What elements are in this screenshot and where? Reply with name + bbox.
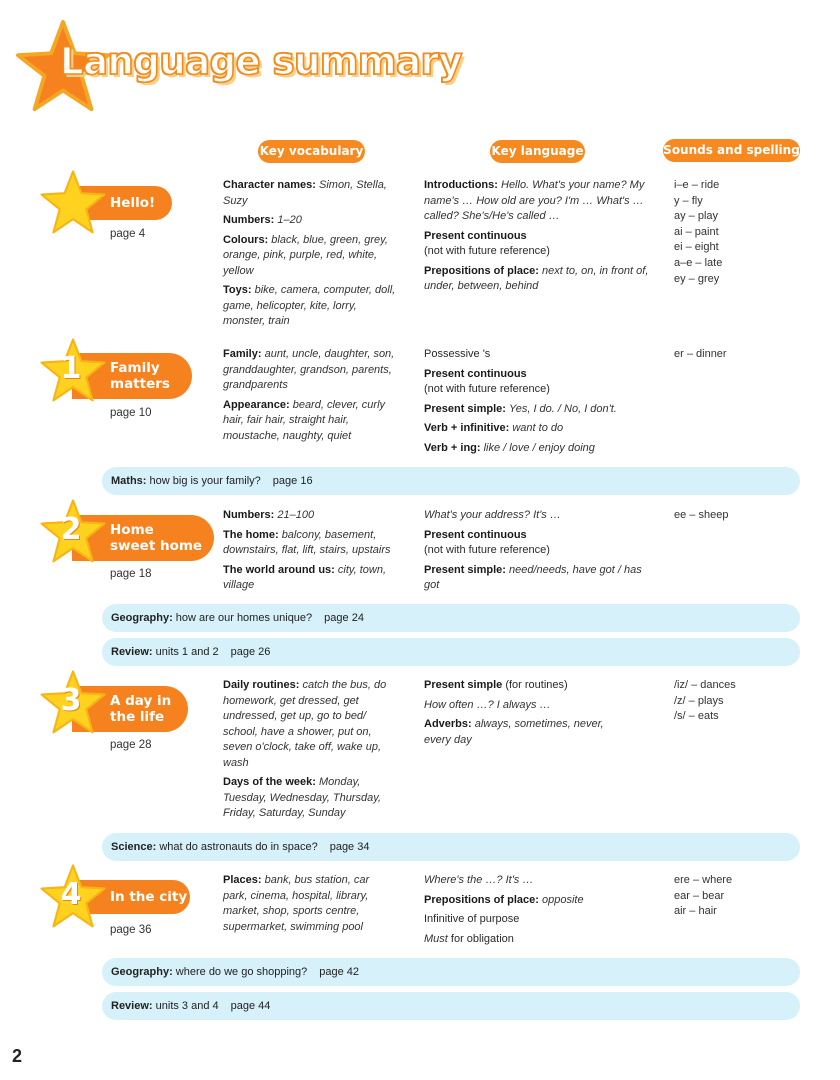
unit-1-vocabulary: Family: aunt, uncle, daughter, son, granddaughter, grandson, parents, grandparents Appearance: beard, clever, curly hair, fair hair, straight hair, moustache, naughty, quiet [223,348,395,442]
review-bar: Review: units 3 and 4 page 44 [102,992,800,1020]
unit-4-sounds: ere – where ear – bear air – hair [674,874,733,918]
unit-3-language: Present simple (for routines) How often …? I always … Adverbs: always, sometimes, never, every day [424,679,604,746]
unit-name: Hello! [110,195,156,211]
unit-number: 3 [60,683,82,718]
cross-curricular-bar: Science: what do astronauts do in space? page 34 [102,833,800,861]
unit-page-ref: page 10 [110,407,152,419]
unit-hello-language: Introductions: Hello. What's your name? My name's … How old are you? I'm … What's … called? She's/He's called … Present continuous (not with future reference) Prepositions of place: next to, on, in front of, under, between, behind [424,179,649,292]
unit-number: 1 [60,351,82,386]
page-number: 2 [12,1046,23,1066]
unit-4-vocabulary: Places: bank, bus station, car park, cinema, hospital, library, market, shop, sports centre, supermarket, swimming pool [223,874,370,933]
unit-name: In the city [110,889,188,905]
unit-page-ref: page 28 [110,739,152,751]
unit-hello-vocabulary: Character names: Simon, Stella, Suzy Numbers: 1–20 Colours: black, blue, green, grey, orange, pink, purple, red, white, yellow Toys: bike, camera, computer, doll, game, helicopter, kite, lorry, monster, train [223,179,396,327]
unit-page-ref: page 36 [110,924,152,936]
unit-hello-sounds: i–e – ride y – fly ay – play ai – paint ei – eight a–e – late ey – grey [674,179,723,285]
cross-curricular-bar: Geography: where do we go shopping? page 42 [102,958,800,986]
unit-number: 4 [60,877,82,912]
cross-curricular-bar: Maths: how big is your family? page 16 [102,467,800,495]
sounds-and-spelling-header: Sounds and spelling [663,139,800,162]
page-title: Language summary [60,40,462,83]
unit-4-language: Where's the …? It's … Prepositions of place: opposite Infinitive of purpose Must for obligation [424,874,584,945]
unit-2-sounds: ee – sheep [674,509,729,521]
unit-2-language: What's your address? It's … Present continuous (not with future reference) Present simple: need/needs, have got / has got [424,509,642,591]
unit-name: Family matters [110,360,170,392]
key-vocabulary-header: Key vocabulary [258,140,365,163]
unit-2-vocabulary: Numbers: 21–100 The home: balcony, basement, downstairs, flat, lift, stairs, upstairs The world around us: city, town, village [223,509,391,591]
unit-3-sounds: /iz/ – dances /z/ – plays /s/ – eats [674,679,736,723]
unit-page-ref: page 4 [110,228,146,240]
unit-1-language: Possessive 's Present continuous (not with future reference) Present simple: Yes, I do. / No, I don't. Verb + infinitive: want to do Verb + ing: like / love / enjoy doing [424,348,617,454]
unit-number: 2 [60,512,82,547]
unit-page-ref: page 18 [110,568,152,580]
cross-curricular-bar: Geography: how are our homes unique? page 24 [102,604,800,632]
key-language-header: Key language [490,140,585,163]
unit-3-vocabulary: Daily routines: catch the bus, do homework, get dressed, get undressed, get up, go to bed/ school, have a shower, put on, seven o'clock, take off, wake up, wash Days of the week: Monday, Tuesday, Wednesday, Thursday, Friday, Saturday, Sunday [223,679,387,819]
unit-1-sounds: er – dinner [674,348,727,360]
review-bar: Review: units 1 and 2 page 26 [102,638,800,666]
star-icon [38,168,108,238]
unit-name: A day in the life [110,693,172,725]
unit-name: Home sweet home [110,522,203,554]
